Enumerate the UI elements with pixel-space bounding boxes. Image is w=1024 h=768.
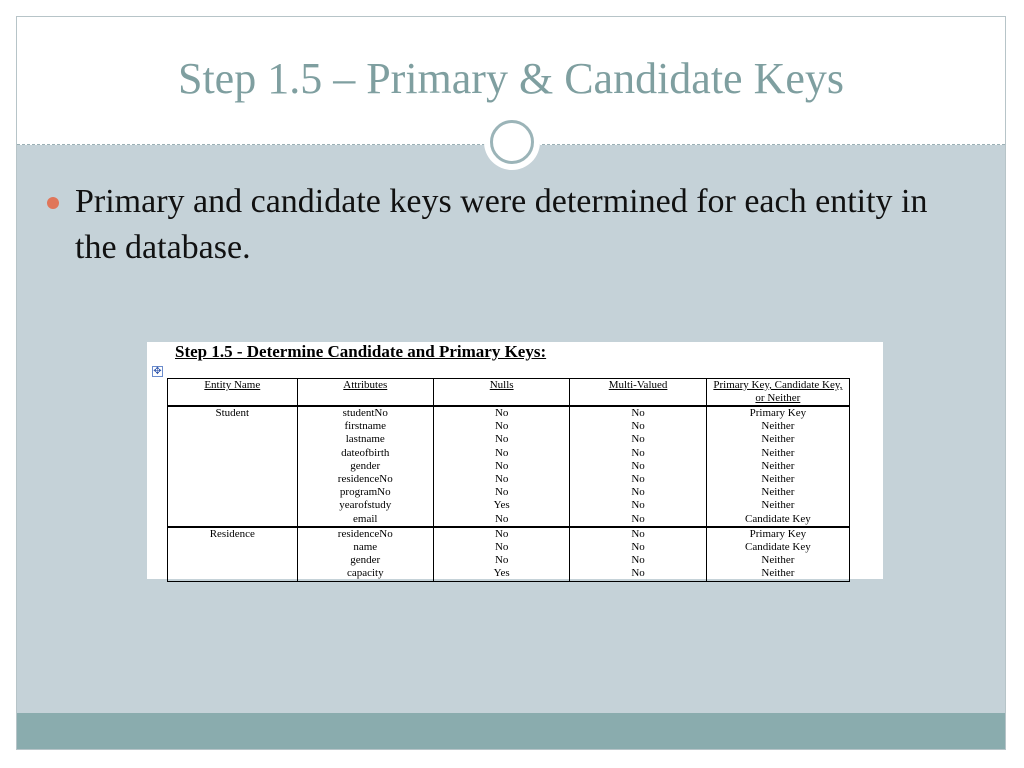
key-type-value: Primary Key [749,527,807,540]
attribute-value: email [353,512,378,525]
column-header: Attributes [297,379,433,407]
multi-valued-cell [570,527,706,581]
multi-valued-value: No [631,541,645,554]
nulls-value: No [494,446,509,459]
nulls-value: No [494,473,509,486]
nulls-value: No [494,512,509,525]
multi-valued-value: No [631,446,645,459]
attribute-value: dateofbirth [341,446,390,459]
attribute-value: name [353,541,378,554]
attribute-cell [297,527,433,581]
multi-valued-value: No [631,499,645,512]
key-type-value: Neither [761,473,795,486]
entity-name-cell [168,406,298,527]
entity-name: Residence [209,527,255,540]
attribute-value: studentNo [342,407,388,419]
column-header: Entity Name [168,379,298,407]
attribute-cell [297,406,433,527]
multi-valued-value: No [631,433,645,446]
attribute-value: gender [350,554,381,567]
column-header: Multi-Valued [570,379,706,407]
nulls-value: No [494,527,509,540]
nulls-value: No [494,486,509,499]
nulls-value: No [494,433,509,446]
slide [16,16,1006,750]
nulls-value: No [494,420,509,433]
attribute-value: yearofstudy [339,499,392,512]
keys-table [167,378,850,582]
key-type-value: Candidate Key [745,541,811,554]
multi-valued-value: No [631,473,645,486]
nulls-value: No [494,459,509,472]
embedded-table-image [147,342,883,579]
bullet-item: Primary and candidate keys were determined for each entity in the database. [75,183,928,266]
bullet-dot-icon [47,197,59,209]
nulls-value: Yes [493,567,510,580]
attribute-value: programNo [339,486,391,499]
attribute-value: capacity [346,567,384,580]
key-type-value: Neither [761,420,795,433]
key-type-value: Neither [761,499,795,512]
multi-valued-value: No [631,527,645,540]
slide-footer-bar [17,713,1005,749]
multi-valued-value: No [631,486,645,499]
table-group-row [168,406,850,527]
table-header-row [168,379,850,407]
nulls-cell [433,527,569,581]
column-header: Primary Key, Candidate Key, or Neither [706,379,849,407]
nulls-value: No [494,541,509,554]
multi-valued-value: No [631,512,645,525]
column-header: Nulls [433,379,569,407]
multi-valued-value: No [631,567,645,580]
attribute-value: residenceNo [337,473,393,486]
nulls-value: No [494,407,509,419]
key-type-value: Neither [761,554,795,567]
key-type-cell [706,406,849,527]
key-type-value: Neither [761,567,795,580]
multi-valued-value: No [631,407,645,419]
key-type-value: Neither [761,486,795,499]
entity-name: Student [215,407,250,419]
key-type-value: Neither [761,446,795,459]
key-type-value: Neither [761,433,795,446]
key-type-value: Primary Key [749,407,807,419]
table-group-row [168,527,850,581]
attribute-value: firstname [344,420,387,433]
table-heading: Step 1.5 - Determine Candidate and Primary Keys: [175,342,547,361]
attribute-value: residenceNo [337,527,393,540]
move-handle-icon[interactable]: ✥ [153,366,162,377]
key-type-cell [706,527,849,581]
nulls-value: Yes [493,499,510,512]
multi-valued-value: No [631,459,645,472]
key-type-value: Candidate Key [745,512,811,525]
attribute-value: gender [350,459,381,472]
nulls-cell [433,406,569,527]
multi-valued-value: No [631,554,645,567]
multi-valued-value: No [631,420,645,433]
slide-title: Step 1.5 – Primary & Candidate Keys [177,54,844,103]
attribute-value: lastname [345,433,385,446]
key-type-value: Neither [761,459,795,472]
multi-valued-cell [570,406,706,527]
nulls-value: No [494,554,509,567]
entity-name-cell [168,527,298,581]
circle-ornament-icon [490,120,534,164]
